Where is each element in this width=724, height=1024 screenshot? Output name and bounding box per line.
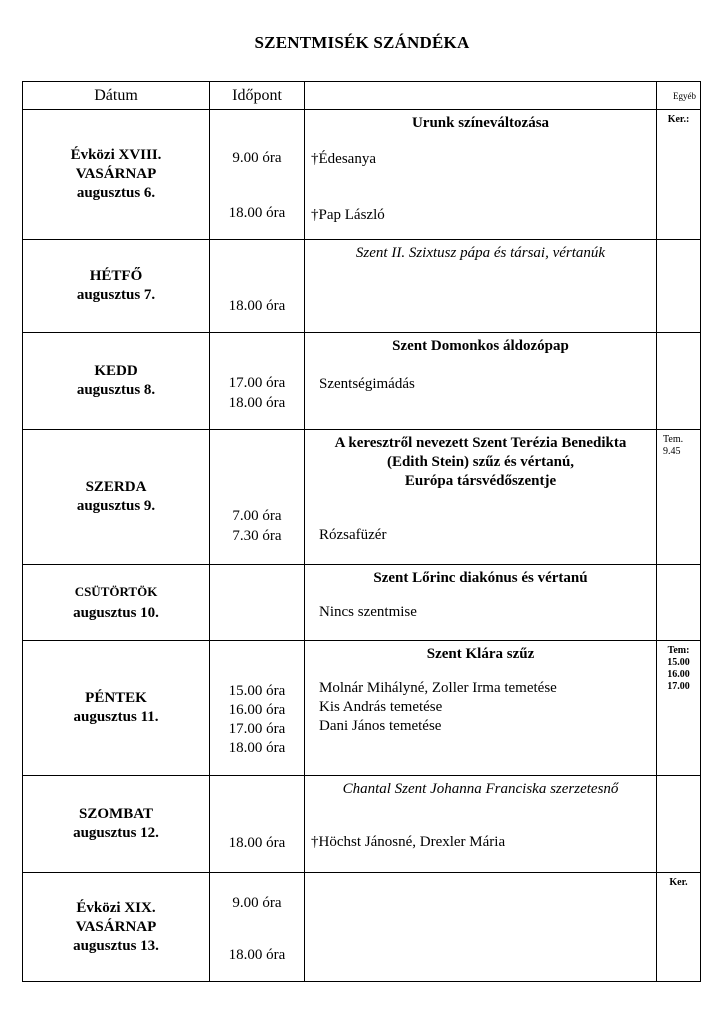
intention: Kis András temetése	[319, 699, 443, 715]
feast-title: Urunk színeváltozása	[411, 115, 550, 131]
table-row	[23, 776, 701, 873]
other-cell	[657, 776, 701, 873]
time-cell: 18.00 óra	[210, 776, 305, 873]
time-cell: 15.00 óra 16.00 óra 17.00 óra 18.00 óra	[210, 641, 305, 776]
feast-title: Szent II. Szixtusz pápa és társai, vértanúk	[355, 245, 606, 261]
intention-cell	[305, 565, 657, 641]
date-cell: Évközi XIX. VASÁRNAP augusztus 13.	[23, 873, 210, 982]
date-cell: Évközi XVIII. VASÁRNAP augusztus 6.	[23, 110, 210, 240]
feast-title: Chantal Szent Johanna Franciska szerzetesnő	[342, 781, 619, 797]
intention: Rózsafüzér	[319, 527, 387, 543]
feast-title: Szent Domonkos áldozópap	[392, 338, 569, 354]
table-row	[23, 333, 701, 430]
other-cell	[657, 333, 701, 430]
feast-title: A keresztről nevezett Szent Terézia Benedikta (Edith Stein) szűz és vértanú, Európa társvédőszentje	[334, 435, 627, 489]
feast-title: Szent Lőrinc diakónus és vértanú	[373, 570, 588, 586]
intention-cell	[305, 333, 657, 430]
time-cell: 9.00 óra 18.00 óra	[210, 110, 305, 240]
intention-cell	[305, 641, 657, 776]
mass-schedule-table	[22, 81, 701, 982]
intention-cell	[305, 430, 657, 565]
intention-cell	[305, 873, 657, 982]
date-cell: KEDD augusztus 8.	[23, 333, 210, 430]
intention: Dani János temetése	[319, 718, 442, 734]
header-row	[23, 82, 701, 110]
date-cell: SZERDA augusztus 9.	[23, 430, 210, 565]
other-cell: Ker.:	[657, 110, 701, 240]
table-row	[23, 873, 701, 982]
other-cell	[657, 565, 701, 641]
intention: Szentségimádás	[319, 376, 415, 392]
time-cell: 17.00 óra 18.00 óra	[210, 333, 305, 430]
other-cell: Tem. 9.45	[657, 430, 701, 565]
time-cell	[210, 565, 305, 641]
intention-cell	[305, 776, 657, 873]
date-cell: SZOMBAT augusztus 12.	[23, 776, 210, 873]
table-row	[23, 240, 701, 333]
intention: †Pap László	[311, 207, 385, 223]
other-cell: Tem: 15.00 16.00 17.00	[657, 641, 701, 776]
other-cell	[657, 240, 701, 333]
time-cell: 9.00 óra 18.00 óra	[210, 873, 305, 982]
table-row	[23, 110, 701, 240]
table-row	[23, 641, 701, 776]
header-time: Időpont	[210, 82, 305, 110]
intention-cell	[305, 110, 657, 240]
header-intention	[305, 82, 657, 110]
date-cell: CSÜTÖRTÖK augusztus 10.	[23, 565, 210, 641]
time-cell: 7.00 óra 7.30 óra	[210, 430, 305, 565]
header-other: Egyéb	[657, 82, 701, 110]
header-date: Dátum	[23, 82, 210, 110]
intention: †Édesanya	[311, 151, 376, 167]
feast-title: Szent Klára szűz	[426, 646, 535, 662]
intention: †Höchst Jánosné, Drexler Mária	[311, 834, 506, 850]
intention: Molnár Mihályné, Zoller Irma temetése	[319, 680, 557, 696]
table-row	[23, 565, 701, 641]
other-cell: Ker.	[657, 873, 701, 982]
table-row	[23, 430, 701, 565]
intention: Nincs szentmise	[319, 604, 417, 620]
page-title: SZENTMISÉK SZÁNDÉKA	[254, 33, 470, 52]
date-cell: HÉTFŐ augusztus 7.	[23, 240, 210, 333]
time-cell: 18.00 óra	[210, 240, 305, 333]
intention-cell	[305, 240, 657, 333]
date-cell: PÉNTEK augusztus 11.	[23, 641, 210, 776]
